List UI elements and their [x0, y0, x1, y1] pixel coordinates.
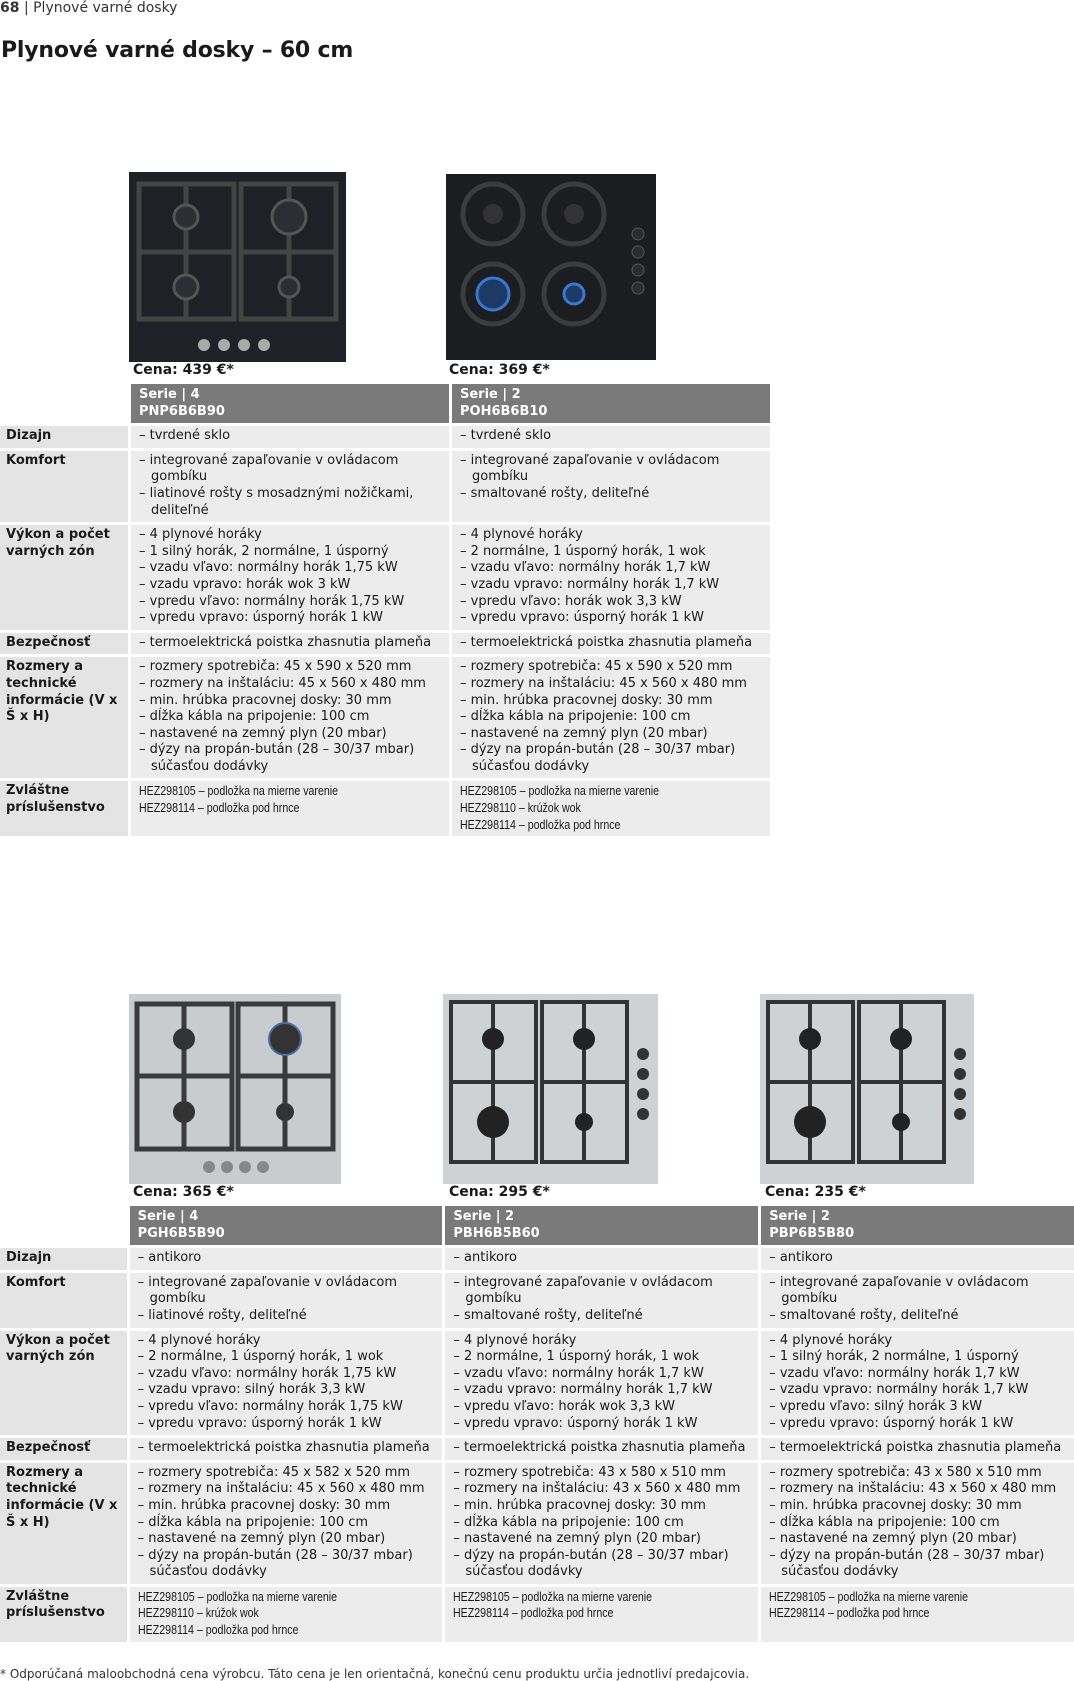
series-header: Serie | 2 PBP6B5B80 — [758, 1206, 1074, 1245]
spec-table — [0, 384, 770, 836]
page-number: 68 — [0, 0, 20, 16]
row-label: Zvláštne príslušenstvo — [0, 778, 128, 836]
model-number: POH6B6B10 — [460, 403, 548, 419]
footnote: * Odporúčaná maloobchodná cena výrobcu. Táto cena je len orientačná, konečnú cenu produktu určia jednotliví predajcovia. — [0, 1667, 750, 1681]
row-label: Rozmery a technické informácie (V x Š x H) — [0, 1460, 127, 1584]
table-row: Zvláštne príslušenstvo HEZ298105 – podložka na mierne varenie HEZ298110 – krúžok wok HEZ298114 – podložka pod hrnce HEZ298105 – podložka na mierne varenie HEZ298114 – podložka pod hrnce HEZ298105 – podložka na mierne varenie HEZ298114 – podložka pod hrnce — [0, 1584, 1074, 1642]
table-row: Výkon a počet varných zón – 4 plynové horáky – 1 silný horák, 2 normálne, 1 úsporný – vzadu vľavo: normálny horák 1,75 kW – vzadu vpravo: horák wok 3 kW – vpredu vľavo: normálny horák 1,75 kW – vpredu vpravo: úsporný horák 1 kW – 4 plynové horáky – 2 normálne, 1 úsporný horák, 1 wok – vzadu vľavo: normálny horák 1,7 kW – vzadu vpravo: normálny horák 1,7 kW – vpredu vľavo: horák wok 3,3 kW – vpredu vpravo: úsporný horák 1 kW — [0, 522, 770, 630]
page-title: Plynové varné dosky – 60 cm — [1, 38, 354, 63]
price-row — [0, 362, 1074, 384]
image-row — [0, 994, 1074, 1184]
hob-image-steel-cast-iron — [129, 994, 341, 1184]
table-header-row — [0, 1206, 1074, 1245]
series-header: Serie | 4 PGH6B5B90 — [127, 1206, 443, 1245]
price: Cena: 369 €* — [449, 362, 550, 378]
spec-table — [0, 1206, 1074, 1642]
table-row: Výkon a počet varných zón – 4 plynové horáky – 2 normálne, 1 úsporný horák, 1 wok – vzadu vľavo: normálny horák 1,75 kW – vzadu vpravo: silný horák 3,3 kW – vpredu vľavo: normálny horák 1,75 kW – vpredu vpravo: úsporný horák 1 kW – 4 plynové horáky – 2 normálne, 1 úsporný horák, 1 wok – vzadu vľavo: normálny horák 1,7 kW – vzadu vpravo: normálny horák 1,7 kW – vpredu vľavo: horák wok 3,3 kW – vpredu vpravo: úsporný horák 1 kW – 4 plynové horáky – 1 silný horák, 2 normálne, 1 úsporný – vzadu vľavo: normálny horák 1,7 kW – vzadu vpravo: normálny horák 1,7 kW – vpredu vľavo: silný horák 3 kW – vpredu vpravo: úsporný horák 1 kW — [0, 1328, 1074, 1436]
hob-image-steel-enamel-2 — [760, 994, 974, 1184]
model-number: PGH6B5B90 — [137, 1225, 225, 1241]
series-header: Serie | 4 PNP6B6B90 — [128, 384, 449, 423]
hob-image-steel-enamel-1 — [443, 994, 658, 1184]
table-row: Bezpečnosť – termoelektrická poistka zhasnutia plameňa – termoelektrická poistka zhasnutia plameňa – termoelektrická poistka zhasnutia plameňa — [0, 1435, 1074, 1460]
table-row: Bezpečnosť – termoelektrická poistka zhasnutia plameňa – termoelektrická poistka zhasnutia plameňa — [0, 630, 770, 655]
series-header: Serie | 2 POH6B6B10 — [449, 384, 770, 423]
header-divider: | — [23, 0, 34, 16]
image-row — [0, 172, 1074, 362]
header-section: Plynové varné dosky — [33, 0, 178, 16]
row-label: Rozmery a technické informácie (V x Š x H) — [0, 654, 128, 778]
table-row: Dizajn – tvrdené sklo – tvrdené sklo — [0, 423, 770, 448]
price: Cena: 439 €* — [133, 362, 234, 378]
model-number: PNP6B6B90 — [139, 403, 225, 419]
price-row — [0, 1184, 1074, 1206]
table-row: Rozmery a technické informácie (V x Š x H) – rozmery spotrebiča: 45 x 590 x 520 mm – rozmery na inštaláciu: 45 x 560 x 480 mm – min. hrúbka pracovnej dosky: 30 mm – dĺžka kábla na pripojenie: 100 cm – nastavené na zemný plyn (20 mbar) – dýzy na propán-bután (28 – 30/37 mbar) súčasťou dodávky – rozmery spotrebiča: 45 x 590 x 520 mm – rozmery na inštaláciu: 45 x 560 x 480 mm – min. hrúbka pracovnej dosky: 30 mm – dĺžka kábla na pripojenie: 100 cm – nastavené na zemný plyn (20 mbar) – dýzy na propán-bután (28 – 30/37 mbar) súčasťou dodávky — [0, 654, 770, 778]
product-block-bottom — [0, 994, 1074, 1642]
price: Cena: 235 €* — [765, 1184, 866, 1200]
row-label: Komfort — [0, 1270, 127, 1328]
table-row: Komfort – integrované zapaľovanie v ovládacom gombíku – liatinové rošty s mosadznými nožičkami, deliteľné – integrované zapaľovanie v ovládacom gombíku – smaltované rošty, deliteľné — [0, 448, 770, 522]
row-label: Komfort — [0, 448, 128, 522]
table-row: Rozmery a technické informácie (V x Š x H) – rozmery spotrebiča: 45 x 582 x 520 mm – rozmery na inštaláciu: 45 x 560 x 480 mm – min. hrúbka pracovnej dosky: 30 mm – dĺžka kábla na pripojenie: 100 cm – nastavené na zemný plyn (20 mbar) – dýzy na propán-bután (28 – 30/37 mbar) súčasťou dodávky – rozmery spotrebiča: 43 x 580 x 510 mm – rozmery na inštaláciu: 43 x 560 x 480 mm – min. hrúbka pracovnej dosky: 30 mm – dĺžka kábla na pripojenie: 100 cm – nastavené na zemný plyn (20 mbar) – dýzy na propán-bután (28 – 30/37 mbar) súčasťou dodávky – rozmery spotrebiča: 43 x 580 x 510 mm – rozmery na inštaláciu: 43 x 560 x 480 mm – min. hrúbka pracovnej dosky: 30 mm – dĺžka kábla na pripojenie: 100 cm – nastavené na zemný plyn (20 mbar) – dýzy na propán-bután (28 – 30/37 mbar) súčasťou dodávky — [0, 1460, 1074, 1584]
model-number: PBP6B5B80 — [769, 1225, 855, 1241]
price: Cena: 295 €* — [449, 1184, 550, 1200]
price: Cena: 365 €* — [133, 1184, 234, 1200]
page-header — [0, 0, 177, 16]
hob-image-glass-cast-iron — [129, 172, 346, 362]
row-label: Výkon a počet varných zón — [0, 522, 128, 630]
table-header-row — [0, 384, 770, 423]
table-row: Komfort – integrované zapaľovanie v ovládacom gombíku – liatinové rošty, deliteľné – integrované zapaľovanie v ovládacom gombíku – smaltované rošty, deliteľné – integrované zapaľovanie v ovládacom gombíku – smaltované rošty, deliteľné — [0, 1270, 1074, 1328]
row-label: Dizajn — [0, 1245, 127, 1270]
table-row: Zvláštne príslušenstvo HEZ298105 – podložka na mierne varenie HEZ298114 – podložka pod hrnce HEZ298105 – podložka na mierne varenie HEZ298110 – krúžok wok HEZ298114 – podložka pod hrnce — [0, 778, 770, 836]
row-label: Dizajn — [0, 423, 128, 448]
table-row: Dizajn – antikoro – antikoro – antikoro — [0, 1245, 1074, 1270]
row-label: Bezpečnosť — [0, 630, 128, 655]
hob-image-glass-enamel — [446, 174, 656, 360]
row-label: Výkon a počet varných zón — [0, 1328, 127, 1436]
model-number: PBH6B5B60 — [453, 1225, 540, 1241]
row-label: Zvláštne príslušenstvo — [0, 1584, 127, 1642]
product-block-top — [0, 172, 1074, 836]
series-header: Serie | 2 PBH6B5B60 — [442, 1206, 758, 1245]
row-label: Bezpečnosť — [0, 1435, 127, 1460]
